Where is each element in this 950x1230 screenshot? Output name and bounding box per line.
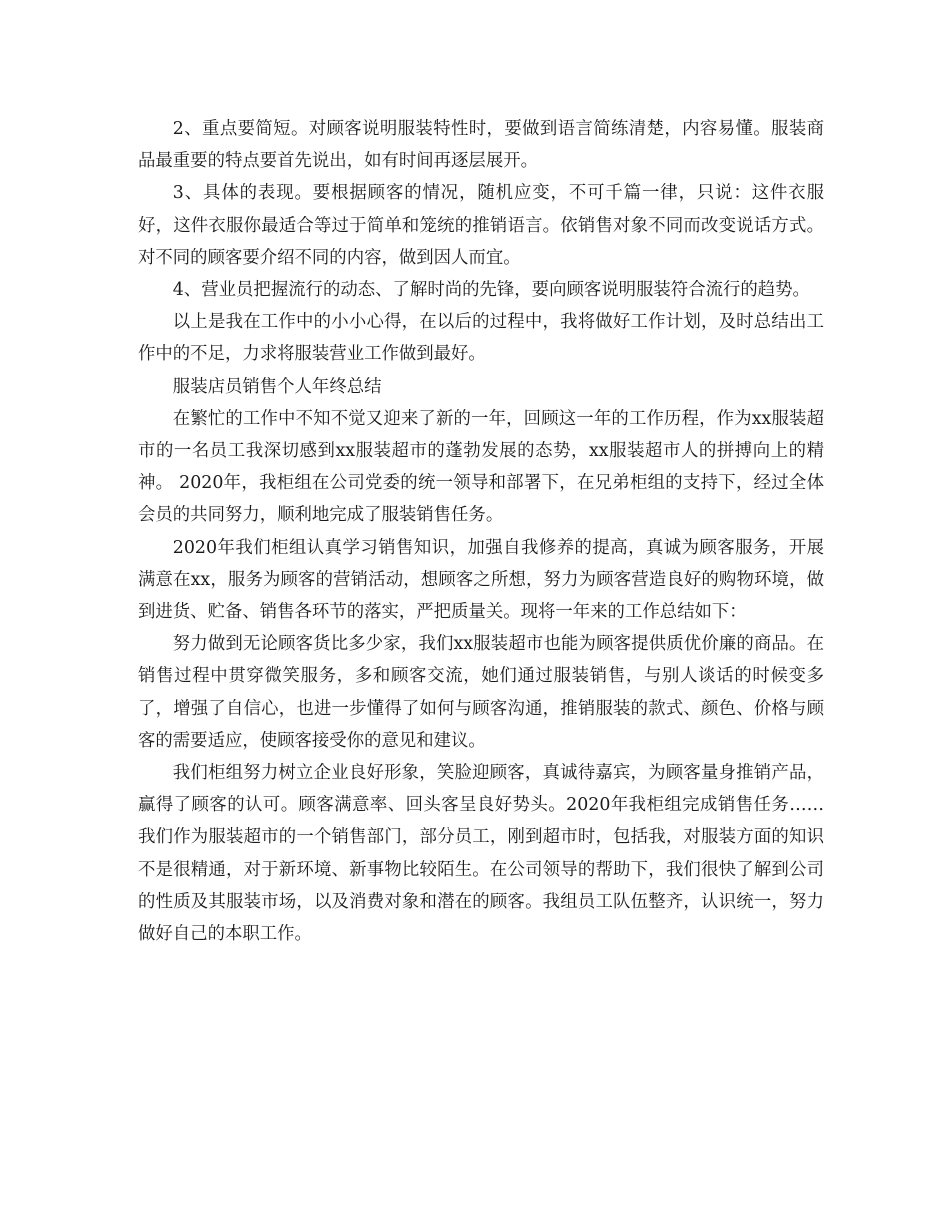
paragraph-service: 努力做到无论顾客货比多少家，我们xx服装超市也能为顾客提供质优价廉的商品。在销售过程中贯穿微笑服务，多和顾客交流，她们通过服装销售，与别人谈话的时候变多了，增强了自信心，也进一步懂得了如何与顾客沟通，推销服装的款式、颜色、价格与顾客的需要适应，使顾客接受你的意见和建议。 [138, 634, 824, 751]
paragraph-intro: 在繁忙的工作中不知不觉又迎来了新的一年，回顾这一年的工作历程，作为xx服装超市的一名员工我深切感到xx服装超市的蓬勃发展的态势，xx服装超市人的拼搏向上的精神。 2020年，我柜组在公司党委的统一领导和部署下，在兄弟柜组的支持下，经过全体会员的共同努力，顺利地完成了服装销售任务。 [138, 408, 824, 526]
paragraph-point-2: 2、重点要简短。对顾客说明服装特性时，要做到语言简练清楚，内容易懂。服装商品最重要的特点要首先说出，如有时间再逐层展开。 [138, 119, 824, 172]
document-page [138, 113, 824, 950]
paragraph-study: 2020年我们柜组认真学习销售知识，加强自我修养的提高，真诚为顾客服务，开展满意在xx，服务为顾客的营销活动，想顾客之所想，努力为顾客营造良好的购物环境，做到进货、贮备、销售各环节的落实，严把质量关。现将一年来的工作总结如下： [138, 537, 824, 623]
paragraph-image: 我们柜组努力树立企业良好形象，笑脸迎顾客，真诚待嘉宾，为顾客量身推销产品，赢得了顾客的认可。顾客满意率、回头客呈良好势头。2020年我柜组完成销售任务……我们作为服装超市的一个销售部门，部分员工，刚到超市时，包括我，对服装方面的知识不是很精通，对于新环境、新事物比较陌生。在公司领导的帮助下，我们很快了解到公司的性质及其服装市场，以及消费对象和潜在的顾客。我组员工队伍整齐，认识统一，努力做好自己的本职工作。 [138, 763, 824, 945]
paragraph-point-3: 3、具体的表现。要根据顾客的情况，随机应变，不可千篇一律，只说：这件衣服好，这件衣服你最适合等过于简单和笼统的推销语言。依销售对象不同而改变说话方式。对不同的顾客要介绍不同的内容，做到因人而宜。 [138, 183, 824, 268]
paragraph-conclusion: 以上是我在工作中的小小心得，在以后的过程中，我将做好工作计划，及时总结出工作中的不足，力求将服装营业工作做到最好。 [138, 312, 824, 365]
section-title: 服装店员销售个人年终总结 [172, 376, 382, 397]
paragraph-point-4: 4、营业员把握流行的动态、了解时尚的先锋，要向顾客说明服装符合流行的趋势。 [172, 280, 810, 301]
